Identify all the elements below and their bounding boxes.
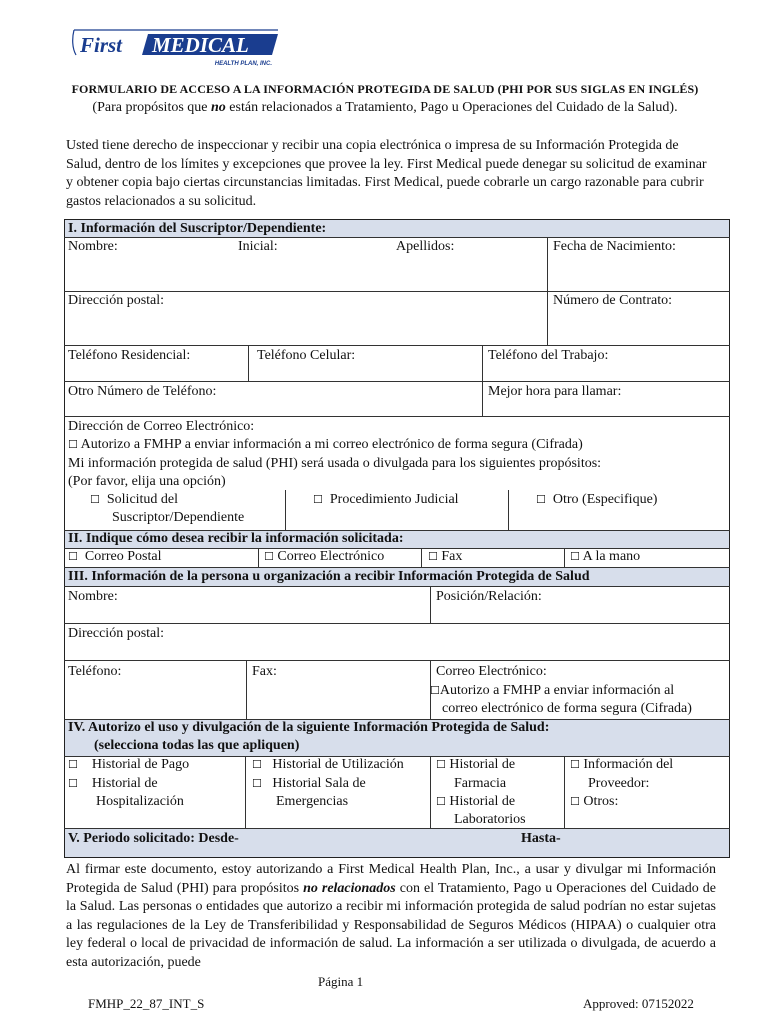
form-subtitle: (Para propósitos que no están relacionados a Tratamiento, Pago u Operaciones del Cuidado de la Salud). xyxy=(92,100,678,115)
checkbox-icon[interactable]: ☐ xyxy=(430,684,440,697)
page-number: Página 1 xyxy=(318,974,364,989)
first-medical-logo xyxy=(72,28,280,67)
checkbox-icon[interactable]: ☐ xyxy=(570,795,580,808)
approved-date: Approved: 07152022 xyxy=(583,996,694,1011)
history-hospital-checkbox[interactable]: ☐ Historial de xyxy=(68,776,158,791)
logo-first: First xyxy=(80,33,123,57)
history-pharmacy-checkbox[interactable]: ☐ Historial de xyxy=(436,757,516,772)
delivery-option-hand[interactable]: ☐ A la mano xyxy=(570,549,641,564)
section4-instruction: (selecciona todas las que apliquen) xyxy=(94,738,300,753)
purpose-option-subscriber-cont: Suscriptor/Dependiente xyxy=(112,510,245,525)
period-from-label: V. Periodo solicitado: Desde- xyxy=(68,831,239,846)
checkbox-icon[interactable]: ☐ xyxy=(570,550,580,563)
section3-title: III. Información de la persona u organización a recibir Información Protegida de Salud xyxy=(68,569,590,584)
history-emergency-cont: Emergencias xyxy=(276,794,349,809)
subscriber-address-label: Dirección postal: xyxy=(68,293,165,308)
history-payment-checkbox[interactable]: ☐ Historial de Pago xyxy=(68,757,190,772)
history-emergency-checkbox[interactable]: ☐ Historial Sala de xyxy=(252,776,366,791)
history-utilization-checkbox[interactable]: ☐ Historial de Utilización xyxy=(252,757,404,772)
checkbox-icon[interactable]: ☐ xyxy=(68,550,78,563)
recipient-name-label: Nombre: xyxy=(68,589,118,604)
purpose-statement: Mi información protegida de salud (PHI) será usada o divulgada para los siguientes propósitos: xyxy=(68,456,602,471)
others-checkbox[interactable]: ☐ Otros: xyxy=(570,794,619,809)
checkbox-icon[interactable]: ☐ xyxy=(428,550,438,563)
subscriber-lastname-label: Apellidos: xyxy=(396,239,455,254)
delivery-option-email[interactable]: ☐ Correo Electrónico xyxy=(264,549,385,564)
checkbox-icon[interactable]: ☐ xyxy=(68,438,78,451)
subscriber-initial-label: Inicial: xyxy=(238,239,278,254)
subscriber-name-label: Nombre: xyxy=(68,239,118,254)
checkbox-icon[interactable]: ☐ xyxy=(252,777,262,790)
form-code: FMHP_22_87_INT_S xyxy=(88,996,205,1011)
section4-title: IV. Autorizo el uso y divulgación de la siguiente Información Protegida de Salud: xyxy=(68,720,550,735)
history-hospital-cont: Hospitalización xyxy=(96,794,184,809)
recipient-fax-label: Fax: xyxy=(252,664,277,679)
checkbox-icon[interactable]: ☐ xyxy=(313,493,323,506)
other-phone-label: Otro Número de Teléfono: xyxy=(68,384,217,399)
recipient-address-label: Dirección postal: xyxy=(68,626,165,641)
email-consent-checkbox[interactable]: ☐ Autorizo a FMHP a enviar información a mi correo electrónico de forma segura (Cifrada) xyxy=(68,437,583,452)
checkbox-icon[interactable]: ☐ xyxy=(90,493,100,506)
delivery-option-mail[interactable]: ☐ Correo Postal xyxy=(68,549,162,564)
logo-subtitle: HEALTH PLAN, INC. xyxy=(214,61,272,67)
checkbox-icon[interactable]: ☐ xyxy=(436,758,446,771)
recipient-relation-label: Posición/Relación: xyxy=(436,589,542,604)
purpose-option-subscriber[interactable]: ☐ Solicitud del xyxy=(90,492,179,507)
history-pharmacy-cont: Farmacia xyxy=(454,776,507,791)
section2-title: II. Indique cómo desea recibir la información solicitada: xyxy=(68,531,404,546)
logo-medical: MEDICAL xyxy=(152,33,249,57)
purpose-instruction: (Por favor, elija una opción) xyxy=(68,474,226,489)
checkbox-icon[interactable]: ☐ xyxy=(68,777,78,790)
delivery-option-fax[interactable]: ☐ Fax xyxy=(428,549,463,564)
intro-paragraph: Usted tiene derecho de inspeccionar y recibir una copia electrónica o impresa de su Información Protegida de Salud, dentro de los límites y excepciones que provee la ley. First Medical puede denegar su solicitud de examinar y obtener copia bajo ciertas circunstancias limitadas. First Medical, puede cobrarle un cargo razonable para cubrir gastos relacionados a su solicitud. xyxy=(66,138,707,209)
logo-graphic xyxy=(72,28,280,64)
home-phone-label: Teléfono Residencial: xyxy=(68,348,191,363)
history-lab-checkbox[interactable]: ☐ Historial de xyxy=(436,794,516,809)
checkbox-icon[interactable]: ☐ xyxy=(252,758,262,771)
checkbox-icon[interactable]: ☐ xyxy=(570,758,580,771)
checkbox-icon[interactable]: ☐ xyxy=(536,493,546,506)
provider-info-checkbox[interactable]: ☐ Información del xyxy=(570,757,674,772)
recipient-phone-label: Teléfono: xyxy=(68,664,122,679)
checkbox-icon[interactable]: ☐ xyxy=(68,758,78,771)
form-title: FORMULARIO DE ACCESO A LA INFORMACIÓN PROTEGIDA DE SALUD (PHI POR SUS SIGLAS EN INGLÉS) xyxy=(71,82,699,96)
best-time-label: Mejor hora para llamar: xyxy=(488,384,622,399)
recipient-email-label: Correo Electrónico: xyxy=(436,664,547,679)
purpose-option-other[interactable]: ☐ Otro (Especifique) xyxy=(536,492,658,507)
history-lab-cont: Laboratorios xyxy=(454,812,526,827)
recipient-email-consent-cont: correo electrónico de forma segura (Cifrada) xyxy=(442,701,692,716)
email-label: Dirección de Correo Electrónico: xyxy=(68,419,255,434)
section1-title: I. Información del Suscriptor/Dependiente: xyxy=(68,221,327,236)
checkbox-icon[interactable]: ☐ xyxy=(264,550,274,563)
contract-number-label: Número de Contrato: xyxy=(553,293,672,308)
cell-phone-label: Teléfono Celular: xyxy=(257,348,356,363)
work-phone-label: Teléfono del Trabajo: xyxy=(488,348,609,363)
birthdate-label: Fecha de Nacimiento: xyxy=(553,239,676,254)
recipient-email-consent-checkbox[interactable]: ☐Autorizo a FMHP a enviar información al xyxy=(430,683,675,698)
provider-info-cont: Proveedor: xyxy=(588,776,650,791)
authorization-paragraph: Al firmar este documento, estoy autorizando a First Medical Health Plan, Inc., a usar y divulgar mi Información Protegida de Salud (PHI) para propósitos no relacionados con el Tratamiento, Pago u Operaciones del Cuidado de la Salud. Las personas o entidades que autorizo a recibir mi información protegida de salud podrían no estar sujetas a las regulaciones de la Ley de Transferibilidad y Responsabilidad de Seguros Médicos (HIPAA) o cualquier otra ley federal o local de privacidad de información de salud. La información a ser utilizada o divulgada, de acuerdo a esta autorización, puede xyxy=(66,862,716,970)
period-to-label: Hasta- xyxy=(521,831,561,846)
checkbox-icon[interactable]: ☐ xyxy=(436,795,446,808)
purpose-option-judicial[interactable]: ☐ Procedimiento Judicial xyxy=(313,492,459,507)
